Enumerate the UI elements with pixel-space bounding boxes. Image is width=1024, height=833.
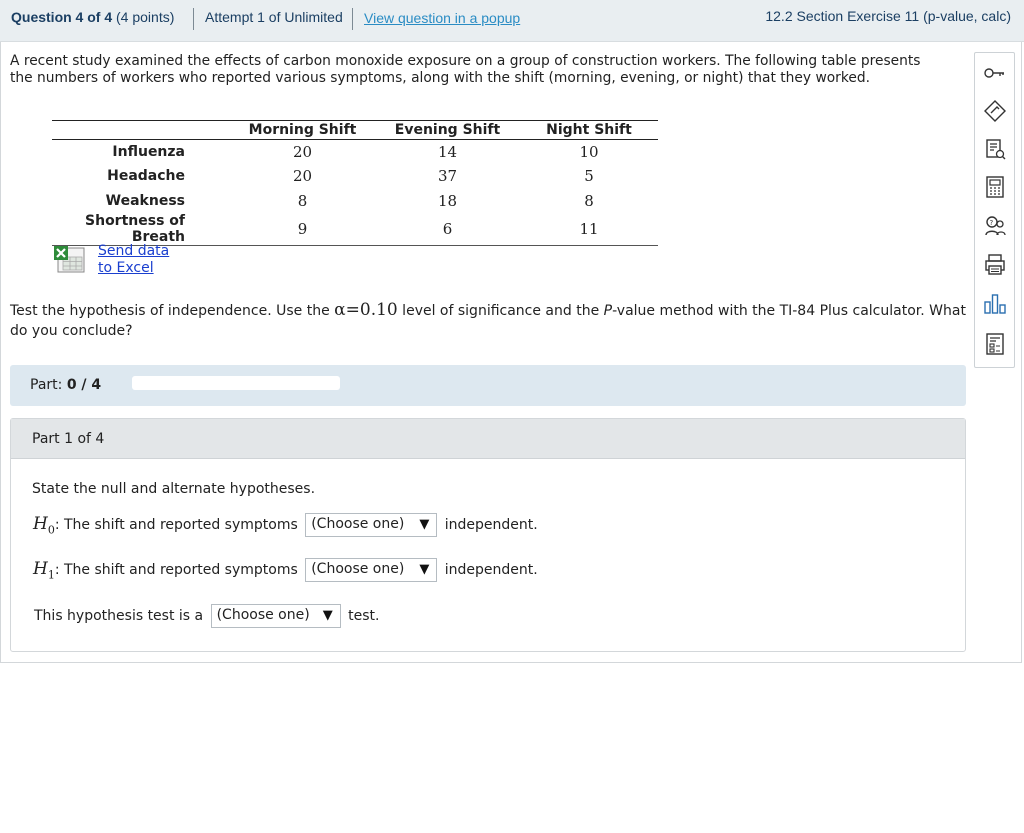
row-label: Headache	[107, 168, 185, 185]
cell: 37	[437, 167, 458, 186]
view-popup-link[interactable]: View question in a popup	[364, 10, 521, 26]
help-person-icon[interactable]	[982, 212, 1008, 238]
cell: 20	[292, 143, 313, 161]
row-label: Influenza	[112, 144, 185, 160]
section-title: 12.2 Section Exercise 11 (p-value, calc)	[765, 8, 1011, 24]
part-header: Part 1 of 4	[11, 419, 965, 459]
cell: 9	[230, 213, 375, 246]
test-type-select[interactable]: (Choose one) ▼	[211, 604, 341, 628]
table-row	[52, 164, 658, 189]
h0-symbol: $H_0$	[33, 514, 55, 537]
cell: 18	[437, 191, 458, 210]
key-icon[interactable]	[982, 60, 1008, 86]
table-row	[52, 189, 658, 214]
test-type-line: This hypothesis test is a (Choose one) ▼ test.	[34, 604, 380, 628]
table-row	[52, 213, 658, 246]
column-header: Morning Shift	[230, 121, 375, 140]
document-icon[interactable]	[982, 331, 1008, 357]
h0-select[interactable]: (Choose one) ▼	[305, 513, 437, 537]
h0-line: $H_0$: The shift and reported symptoms (Choose one) ▼ independent.	[33, 514, 538, 537]
h1-symbol: $H_1$	[33, 559, 55, 582]
cell: 8	[297, 191, 308, 210]
column-header: Night Shift	[520, 121, 658, 140]
print-icon[interactable]	[982, 252, 1008, 278]
column-header: Evening Shift	[375, 121, 520, 140]
alpha-value: α=0.10	[334, 300, 398, 320]
cell: 6	[375, 213, 520, 246]
send-data-link[interactable]: Send data	[98, 243, 170, 259]
part-progress-bar	[10, 365, 966, 406]
dropdown-arrow-icon: ▼	[322, 608, 333, 623]
svg-text:?: ?	[989, 219, 994, 227]
intro-text: A recent study examined the effects of carbon monoxide exposure on a group of construction workers. The following table presents the numbers of workers who reported various symptoms, along with the shift (morning, evening, or night) that they worked.	[10, 53, 921, 86]
excel-icon[interactable]	[54, 244, 86, 274]
dropdown-arrow-icon: ▼	[419, 517, 430, 532]
h1-line: $H_1$: The shift and reported symptoms (Choose one) ▼ independent.	[33, 559, 538, 582]
chart-icon[interactable]	[982, 291, 1008, 317]
cell: 14	[437, 143, 458, 161]
question-title: Question 4 of 4 (4 points)	[11, 9, 175, 25]
test-instructions: Test the hypothesis of independence. Use the α=0.10 level of significance and the P-value method with the TI-84 Plus calculator. What do you conclude?	[10, 300, 966, 339]
row-label: Weakness	[105, 192, 185, 209]
data-table	[52, 120, 658, 246]
calculator-icon[interactable]	[982, 174, 1008, 200]
attempt-label: Attempt 1 of Unlimited	[205, 9, 343, 25]
progress-track	[132, 376, 340, 390]
reference-icon[interactable]	[982, 136, 1008, 162]
table-row	[52, 140, 658, 165]
dropdown-arrow-icon: ▼	[419, 562, 430, 577]
tag-icon[interactable]	[982, 98, 1008, 124]
cell: 8	[584, 191, 594, 210]
part-progress-label: Part: 0 / 4	[30, 377, 102, 393]
divider	[193, 8, 194, 30]
cell: 5	[584, 167, 594, 186]
part-prompt: State the null and alternate hypotheses.	[32, 481, 316, 497]
to-excel-link[interactable]: to Excel	[98, 260, 154, 276]
row-label: Shortness of Breath	[52, 213, 230, 246]
header-bar	[0, 0, 1024, 42]
cell: 20	[292, 167, 313, 186]
h1-select[interactable]: (Choose one) ▼	[305, 558, 437, 582]
corner-header	[52, 121, 230, 140]
tool-sidebar	[974, 52, 1015, 368]
cell: 11	[520, 213, 658, 246]
cell: 10	[579, 143, 599, 161]
divider	[352, 8, 353, 30]
